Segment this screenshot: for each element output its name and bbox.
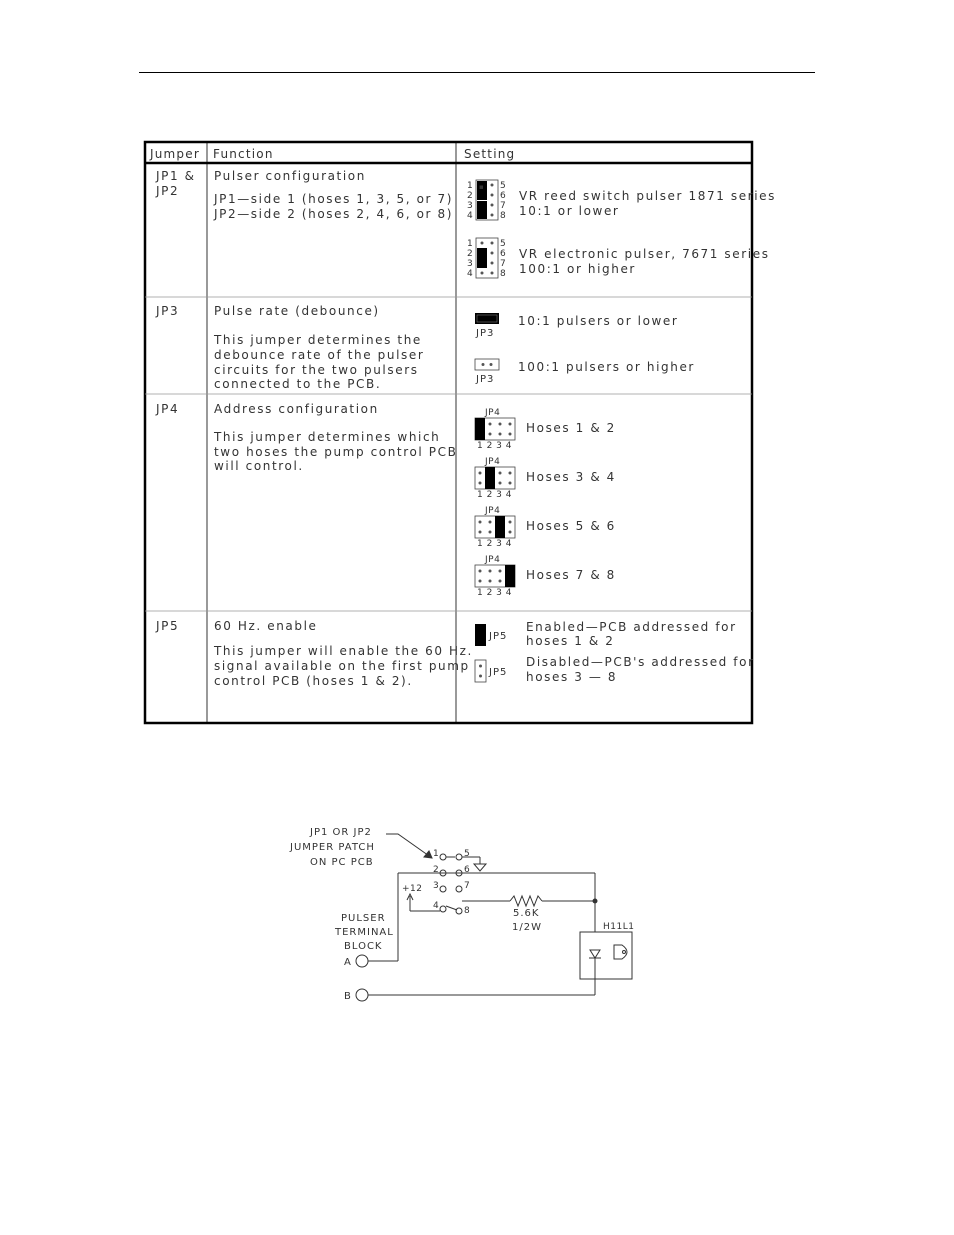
circuit-pin4: 4 [433, 901, 440, 911]
optocoupler-label: H11L1 [603, 922, 635, 932]
hdr-a-pin5: 5 [500, 181, 507, 191]
header-setting: Setting [464, 147, 516, 161]
row4-setting1-line2: hoses 1 & 2 [526, 634, 615, 648]
jp4-pins-2: 1 2 3 4 [477, 490, 512, 500]
row1-function-title: Pulser configuration [214, 169, 366, 183]
row3-setting4-text: Hoses 7 & 8 [526, 568, 616, 582]
row2-function-desc1: This jumper determines the [214, 333, 422, 347]
row2-function-desc3: circuits for the two pulsers [214, 363, 419, 377]
row1-function-desc2: JP2—side 2 (hoses 2, 4, 6, or 8) [214, 207, 453, 221]
row1-function-desc1: JP1—side 1 (hoses 1, 3, 5, or 7) [214, 192, 453, 206]
svg-text:▪: ▪ [479, 183, 484, 191]
row4-setting2-line1: Disabled—PCB's addressed for [526, 655, 755, 669]
row3-setting2-text: Hoses 3 & 4 [526, 470, 616, 484]
hdr-b-pin4: 4 [467, 269, 474, 279]
jp3-label-1: JP3 [476, 328, 495, 339]
hdr-a-pin3: 3 [467, 201, 474, 211]
jp3-jumper-on-icon [475, 313, 499, 324]
jp4-pins-1: 1 2 3 4 [477, 441, 512, 451]
row3-function-desc3: will control. [214, 459, 304, 473]
row1-setting1-line2: 10:1 or lower [519, 204, 620, 218]
row2-function-title: Pulse rate (debounce) [214, 304, 380, 318]
row2-function-desc2: debounce rate of the pulser [214, 348, 425, 362]
terminal-label2: TERMINAL [335, 927, 394, 938]
row4-jumper: JP5 [156, 619, 180, 633]
row2-jumper: JP3 [156, 304, 180, 318]
row1-setting2-line2: 100:1 or higher [519, 262, 636, 276]
jp5-label-2: JP5 [489, 667, 508, 678]
jp4-pins-4: 1 2 3 4 [477, 588, 512, 598]
row3-setting1-text: Hoses 1 & 2 [526, 421, 616, 435]
hdr-a-pin7: 7 [500, 201, 507, 211]
row3-function-title: Address configuration [214, 402, 379, 416]
resistor-power: 1/2W [512, 922, 542, 933]
row1-setting1-line1: VR reed switch pulser 1871 series [519, 189, 776, 203]
header-jumper: Jumper [150, 147, 200, 161]
callout-line1: JP1 OR JP2 [310, 827, 372, 838]
row1-jumper-line2: JP2 [156, 184, 180, 198]
jp4-hoses-1-2-icon [475, 418, 515, 440]
jp4-pins-3: 1 2 3 4 [477, 539, 512, 549]
hdr-b-pin7: 7 [500, 259, 507, 269]
jp4-hoses-3-4-icon [475, 467, 515, 489]
circuit-pin8: 8 [464, 906, 471, 916]
hdr-b-pin1: 1 [467, 239, 474, 249]
terminal-label3: BLOCK [344, 941, 383, 952]
row1-setting2-line1: VR electronic pulser, 7671 series [519, 247, 770, 261]
circuit-diagram [356, 834, 635, 1001]
jp4-hoses-5-6-icon [475, 516, 515, 538]
jp4-label-4: JP4 [485, 555, 501, 565]
callout-line2: JUMPER PATCH [290, 842, 375, 853]
row4-function-desc2: signal available on the first pump [214, 659, 470, 673]
row1-jumper-line1: JP1 & [156, 169, 196, 183]
row4-function-desc1: This jumper will enable the 60 Hz. [214, 644, 473, 658]
terminal-a-label: A [344, 957, 352, 968]
terminal-b-label: B [344, 991, 352, 1002]
row2-function-desc4: connected to the PCB. [214, 377, 382, 391]
jp4-label-3: JP4 [485, 506, 501, 516]
hdr-b-pin5: 5 [500, 239, 507, 249]
circuit-pin5: 5 [464, 849, 471, 859]
jp4-label-2: JP4 [485, 457, 501, 467]
jp5-label-1: JP5 [489, 631, 508, 642]
row4-setting1-line1: Enabled—PCB addressed for [526, 620, 737, 634]
hdr-b-pin8: 8 [500, 269, 507, 279]
header-function: Function [213, 147, 274, 161]
row2-setting2-text: 100:1 pulsers or higher [518, 360, 695, 374]
hdr-b-pin2: 2 [467, 249, 474, 259]
hdr-a-pin6: 6 [500, 191, 507, 201]
hdr-a-pin1: 1 [467, 181, 474, 191]
row3-function-desc1: This jumper determines which [214, 430, 441, 444]
pin-header-a-icon [476, 180, 498, 220]
pin-header-b-icon [476, 238, 498, 278]
circuit-pin6: 6 [464, 865, 471, 875]
hdr-b-pin3: 3 [467, 259, 474, 269]
row4-function-title: 60 Hz. enable [214, 619, 318, 633]
row3-function-desc2: two hoses the pump control PCB [214, 445, 458, 459]
circuit-pin3: 3 [433, 881, 440, 891]
row4-function-desc3: control PCB (hoses 1 & 2). [214, 674, 413, 688]
callout-line3: ON PC PCB [310, 857, 374, 868]
row2-setting1-text: 10:1 pulsers or lower [518, 314, 679, 328]
hdr-a-pin8: 8 [500, 211, 507, 221]
supply-label: +12 [402, 884, 423, 894]
jp3-jumper-off-icon [475, 359, 499, 370]
circuit-pin1: 1 [433, 849, 440, 859]
circuit-pin7: 7 [464, 881, 471, 891]
resistor-value: 5.6K [513, 908, 540, 919]
jp4-hoses-7-8-icon [475, 565, 515, 587]
hdr-a-pin4: 4 [467, 211, 474, 221]
jp3-label-2: JP3 [476, 374, 495, 385]
hdr-b-pin6: 6 [500, 249, 507, 259]
row4-setting2-line2: hoses 3 — 8 [526, 670, 618, 684]
terminal-label1: PULSER [341, 913, 386, 924]
circuit-pin2: 2 [433, 865, 440, 875]
row3-setting3-text: Hoses 5 & 6 [526, 519, 616, 533]
jp5-disabled-icon [475, 660, 486, 682]
row3-jumper: JP4 [156, 402, 180, 416]
jp4-label-1: JP4 [485, 408, 501, 418]
jp5-enabled-icon [475, 624, 486, 646]
hdr-a-pin2: 2 [467, 191, 474, 201]
